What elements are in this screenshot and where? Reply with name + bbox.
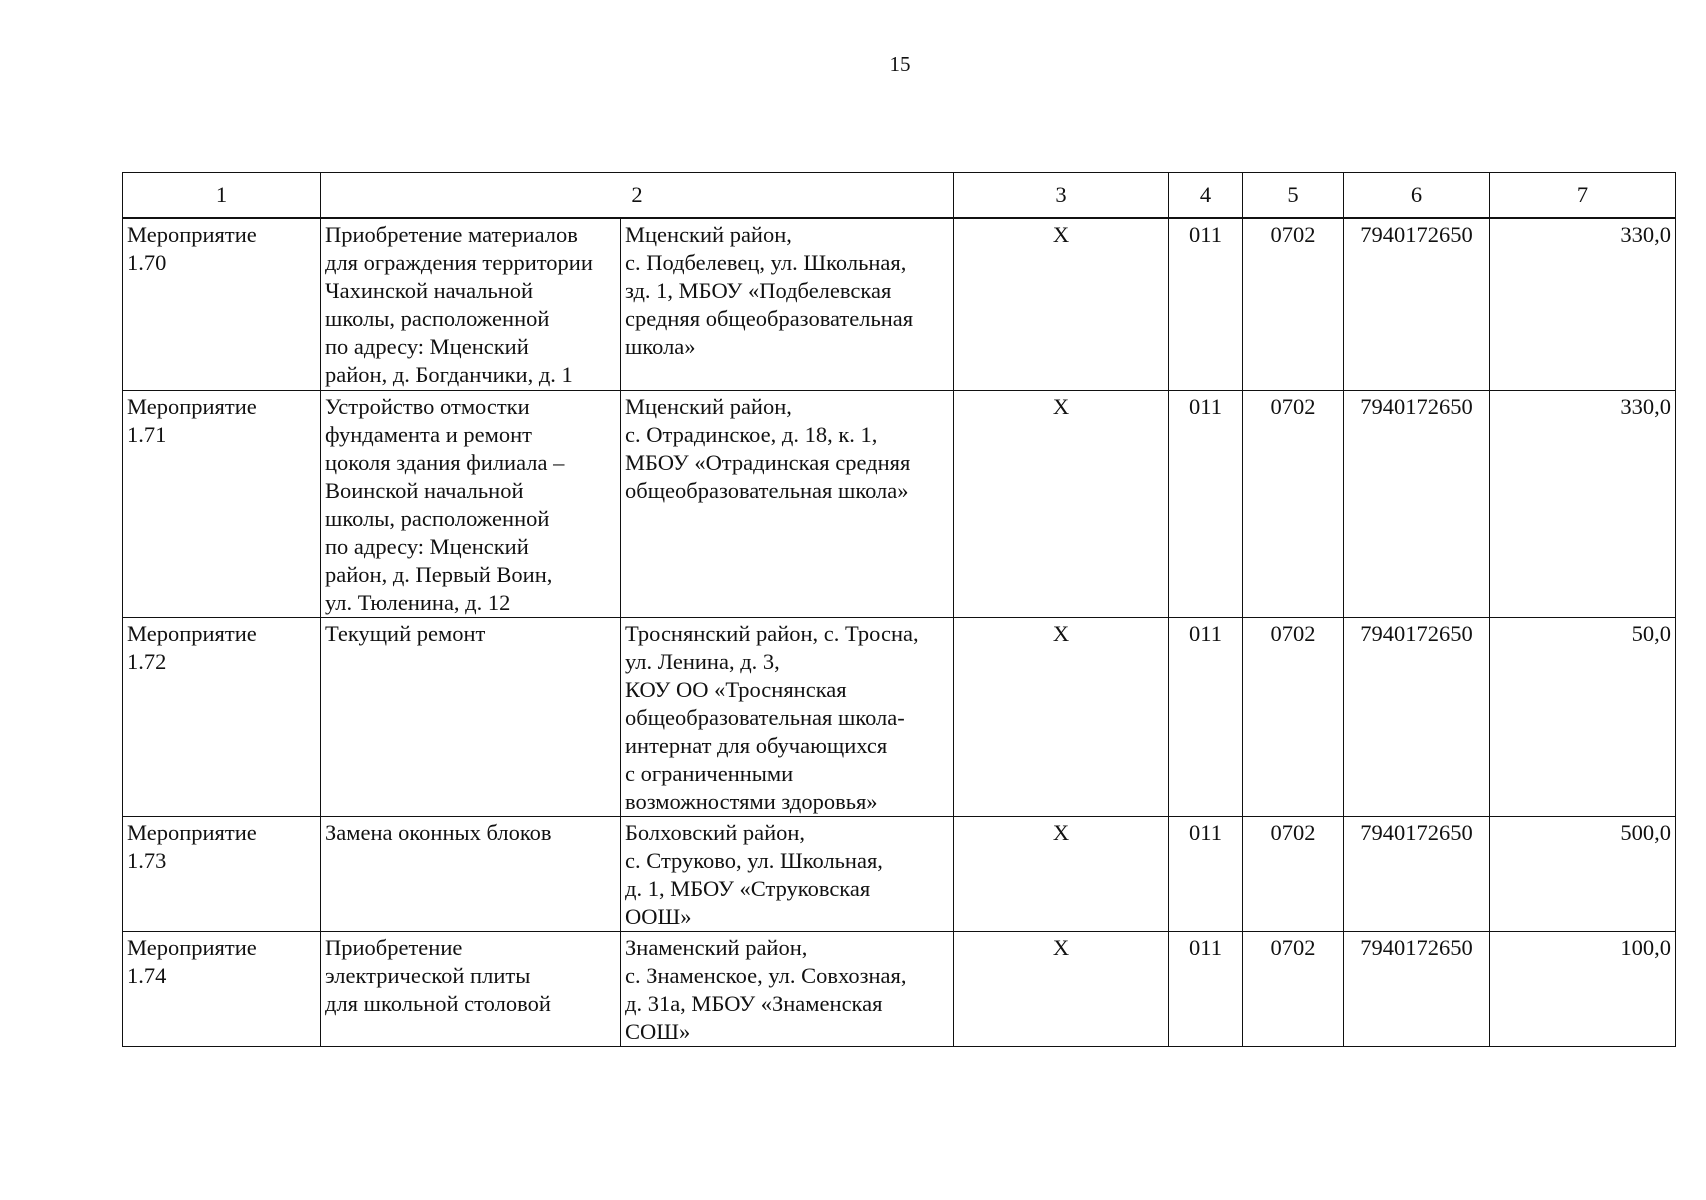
col6-cell: 7940172650 bbox=[1344, 218, 1490, 390]
table-row bbox=[123, 218, 1676, 390]
table-row bbox=[123, 816, 1676, 931]
col3-cell: X bbox=[954, 390, 1169, 617]
header-col-4: 4 bbox=[1169, 173, 1243, 219]
col4-cell: 011 bbox=[1169, 390, 1243, 617]
col4-cell: 011 bbox=[1169, 617, 1243, 816]
header-col-6: 6 bbox=[1344, 173, 1490, 219]
col6-cell: 7940172650 bbox=[1344, 617, 1490, 816]
col4-cell: 011 bbox=[1169, 931, 1243, 1046]
event-cell: Мероприятие 1.74 bbox=[123, 931, 321, 1046]
address-cell: Знаменский район, с. Знаменское, ул. Совхозная, д. 31а, МБОУ «Знаменская СОШ» bbox=[621, 931, 954, 1046]
col6-cell: 7940172650 bbox=[1344, 931, 1490, 1046]
description-cell: Текущий ремонт bbox=[321, 617, 621, 816]
header-col-3: 3 bbox=[954, 173, 1169, 219]
table-row bbox=[123, 617, 1676, 816]
col5-cell: 0702 bbox=[1243, 931, 1344, 1046]
col5-cell: 0702 bbox=[1243, 390, 1344, 617]
col6-cell: 7940172650 bbox=[1344, 816, 1490, 931]
amount-cell: 100,0 bbox=[1490, 931, 1676, 1046]
header-col-2: 2 bbox=[321, 173, 954, 219]
table-header-row bbox=[123, 173, 1676, 219]
page-number: 15 bbox=[889, 52, 911, 76]
table-row bbox=[123, 931, 1676, 1046]
amount-cell: 50,0 bbox=[1490, 617, 1676, 816]
col3-cell: X bbox=[954, 816, 1169, 931]
budget-table bbox=[122, 172, 1676, 1047]
col3-cell: X bbox=[954, 931, 1169, 1046]
address-cell: Мценский район, с. Отрадинское, д. 18, к. 1, МБОУ «Отрадинская средняя общеобразовательная школа» bbox=[621, 390, 954, 617]
col5-cell: 0702 bbox=[1243, 816, 1344, 931]
address-cell: Мценский район, с. Подбелевец, ул. Школьная, зд. 1, МБОУ «Подбелевская средняя общеобразовательная школа» bbox=[621, 218, 954, 390]
col6-cell: 7940172650 bbox=[1344, 390, 1490, 617]
col4-cell: 011 bbox=[1169, 816, 1243, 931]
event-cell: Мероприятие 1.73 bbox=[123, 816, 321, 931]
amount-cell: 330,0 bbox=[1490, 390, 1676, 617]
col4-cell: 011 bbox=[1169, 218, 1243, 390]
amount-cell: 330,0 bbox=[1490, 218, 1676, 390]
col5-cell: 0702 bbox=[1243, 218, 1344, 390]
col5-cell: 0702 bbox=[1243, 617, 1344, 816]
amount-cell: 500,0 bbox=[1490, 816, 1676, 931]
address-cell: Троснянский район, с. Тросна, ул. Ленина, д. 3, КОУ ОО «Троснянская общеобразовательная школа- интернат для обучающихся с ограниченными возможностями здоровья» bbox=[621, 617, 954, 816]
description-cell: Приобретение электрической плиты для школьной столовой bbox=[321, 931, 621, 1046]
description-cell: Приобретение материалов для ограждения территории Чахинской начальной школы, расположенной по адресу: Мценский район, д. Богданчики, д. 1 bbox=[321, 218, 621, 390]
header-col-7: 7 bbox=[1490, 173, 1676, 219]
event-cell: Мероприятие 1.70 bbox=[123, 218, 321, 390]
event-cell: Мероприятие 1.71 bbox=[123, 390, 321, 617]
header-col-1: 1 bbox=[123, 173, 321, 219]
col3-cell: X bbox=[954, 617, 1169, 816]
col3-cell: X bbox=[954, 218, 1169, 390]
header-col-5: 5 bbox=[1243, 173, 1344, 219]
description-cell: Устройство отмостки фундамента и ремонт цоколя здания филиала – Воинской начальной школы, расположенной по адресу: Мценский район, д. Первый Воин, ул. Тюленина, д. 12 bbox=[321, 390, 621, 617]
description-cell: Замена оконных блоков bbox=[321, 816, 621, 931]
address-cell: Болховский район, с. Струково, ул. Школьная, д. 1, МБОУ «Струковская ООШ» bbox=[621, 816, 954, 931]
table-row bbox=[123, 390, 1676, 617]
event-cell: Мероприятие 1.72 bbox=[123, 617, 321, 816]
